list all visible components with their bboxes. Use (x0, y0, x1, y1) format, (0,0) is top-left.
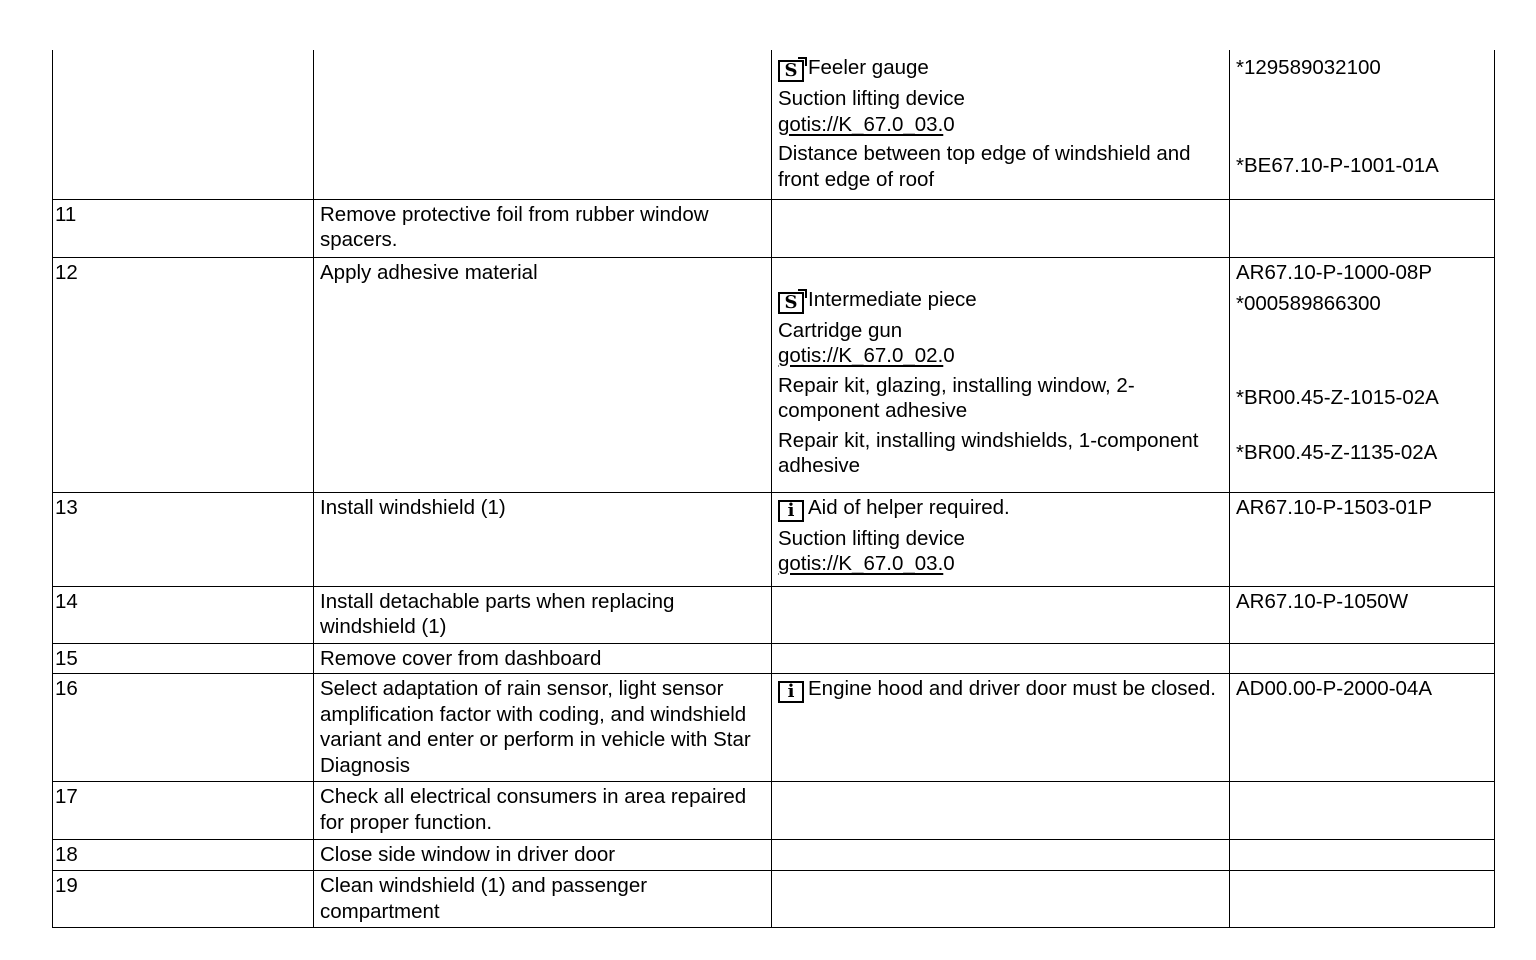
table-row (53, 840, 1495, 871)
table-row (53, 871, 1495, 928)
info-text: Engine hood and driver door must be closed. (808, 677, 1216, 700)
step-cell: 16 (53, 674, 314, 782)
document-cell (1230, 840, 1495, 871)
document-cell[interactable]: AR67.10-P-1503-01P (1230, 492, 1495, 586)
document-cell (1230, 257, 1495, 492)
link-suffix: 0 (943, 552, 955, 575)
notes-cell (772, 50, 1230, 199)
step-cell: 15 (53, 643, 314, 674)
table-row (53, 674, 1495, 782)
document-reference[interactable]: AR67.10-P-1000-08P (1236, 260, 1433, 284)
notes-cell (772, 257, 1230, 492)
spacer (1236, 410, 1488, 440)
document-reference[interactable]: *BE67.10-P-1001-01A (1236, 153, 1439, 177)
step-cell: 14 (53, 586, 314, 643)
tool-icon: S (778, 60, 804, 82)
document-reference[interactable]: *BR00.45-Z-1015-02A (1236, 385, 1439, 409)
table-row (53, 50, 1495, 199)
link-suffix: 0 (943, 344, 955, 367)
document-cell (1230, 782, 1495, 840)
document-cell[interactable]: AD00.00-P-2000-04A (1230, 674, 1495, 782)
operation-cell: Apply adhesive material (314, 257, 772, 492)
info-text: Aid of helper required. (808, 495, 1010, 519)
operation-cell: Remove protective foil from rubber window spacers. (314, 199, 772, 257)
operation-cell: Remove cover from dashboard (314, 643, 772, 674)
note-entry (778, 526, 1223, 577)
step-cell: 13 (53, 492, 314, 586)
notes-cell (772, 674, 1230, 782)
table-row (53, 586, 1495, 643)
document-cell (1230, 199, 1495, 257)
note-entry (778, 373, 1223, 424)
link-suffix: 0 (943, 112, 955, 136)
operation-cell: Install windshield (1) (314, 492, 772, 586)
note-entry (778, 287, 1223, 314)
note-entry (778, 141, 1223, 192)
procedure-table (52, 50, 1495, 928)
step-cell: 17 (53, 782, 314, 840)
step-cell (53, 50, 314, 199)
document-cell (1230, 643, 1495, 674)
table-row (53, 492, 1495, 586)
tool-label: Intermediate piece (808, 287, 977, 311)
spacer (778, 260, 1223, 283)
notes-cell (772, 586, 1230, 643)
tool-icon: S (778, 292, 804, 314)
note-entry (778, 428, 1223, 479)
table-row (53, 782, 1495, 840)
reference-description: Repair kit, glazing, installing window, 2-component adhesive (778, 373, 1135, 422)
note-entry (778, 86, 1223, 137)
step-cell: 11 (53, 199, 314, 257)
tool-label: Suction lifting device (778, 526, 965, 550)
tool-label: Feeler gauge (808, 56, 929, 79)
gotis-link[interactable]: gotis://K_67.0_03. (778, 112, 944, 136)
spacer (1236, 81, 1488, 153)
document-cell[interactable]: AR67.10-P-1050W (1230, 586, 1495, 643)
table-row (53, 199, 1495, 257)
notes-cell (772, 840, 1230, 871)
reference-description: Repair kit, installing windshields, 1-component adhesive (778, 428, 1199, 477)
info-icon: i (778, 500, 804, 522)
notes-cell (772, 871, 1230, 928)
tool-label: Suction lifting device (778, 87, 965, 110)
operation-cell: Close side window in driver door (314, 840, 772, 871)
operation-cell: Select adaptation of rain sensor, light sensor amplification factor with coding, and windshield variant and enter or perform in vehicle with Star Diagnosis (314, 674, 772, 782)
tool-label: Cartridge gun (778, 318, 903, 342)
table-row (53, 257, 1495, 492)
operation-cell (314, 50, 772, 199)
notes-cell (772, 199, 1230, 257)
part-number[interactable]: *129589032100 (1236, 56, 1381, 79)
spacer (1236, 317, 1488, 385)
notes-cell (772, 492, 1230, 586)
document-cell (1230, 871, 1495, 928)
reference-description: Distance between top edge of windshield and front edge of roof (778, 142, 1191, 191)
document-reference[interactable]: *BR00.45-Z-1135-02A (1236, 441, 1438, 464)
gotis-link[interactable]: gotis://K_67.0_02. (778, 344, 944, 367)
step-cell: 12 (53, 257, 314, 492)
step-cell: 18 (53, 840, 314, 871)
operation-cell: Check all electrical consumers in area repaired for proper function. (314, 782, 772, 840)
part-number[interactable]: *000589866300 (1236, 292, 1381, 315)
step-cell: 19 (53, 871, 314, 928)
document-cell (1230, 50, 1495, 199)
info-icon: i (778, 681, 804, 703)
note-entry (778, 55, 1223, 82)
notes-cell (772, 782, 1230, 840)
note-entry (778, 676, 1223, 703)
note-entry (778, 495, 1223, 522)
gotis-link[interactable]: gotis://K_67.0_03. (778, 552, 944, 575)
notes-cell (772, 643, 1230, 674)
note-entry (778, 318, 1223, 369)
table-row (53, 643, 1495, 674)
operation-cell: Install detachable parts when replacing windshield (1) (314, 586, 772, 643)
operation-cell: Clean windshield (1) and passenger compartment (314, 871, 772, 928)
